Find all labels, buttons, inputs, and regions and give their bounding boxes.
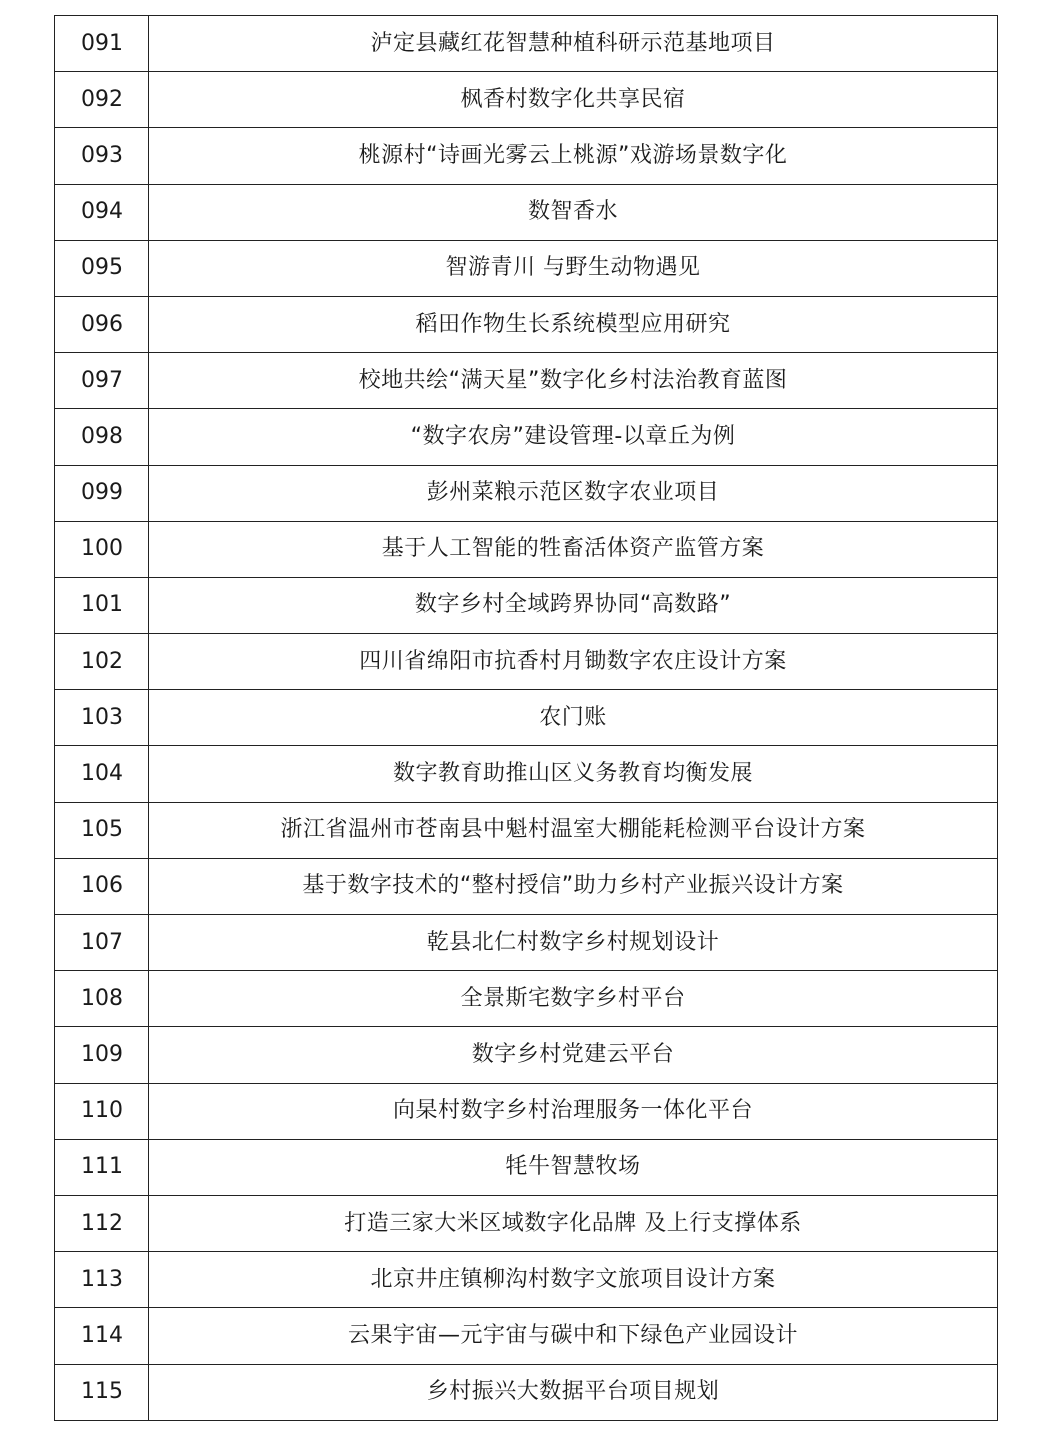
project-name: 枫香村数字化共享民宿 [149, 72, 998, 128]
table-row [55, 521, 998, 577]
row-number: 106 [55, 858, 149, 914]
table-row [55, 1252, 998, 1308]
table-row [55, 1027, 998, 1083]
table-row [55, 184, 998, 240]
row-number: 113 [55, 1252, 149, 1308]
project-name: 彭州菜粮示范区数字农业项目 [149, 465, 998, 521]
row-number: 093 [55, 128, 149, 184]
row-number: 107 [55, 915, 149, 971]
row-number: 095 [55, 240, 149, 296]
table-row [55, 634, 998, 690]
table-row [55, 577, 998, 633]
row-number: 102 [55, 634, 149, 690]
table-row [55, 240, 998, 296]
table-row [55, 296, 998, 352]
project-name: 数字乡村党建云平台 [149, 1027, 998, 1083]
row-number: 109 [55, 1027, 149, 1083]
row-number: 110 [55, 1083, 149, 1139]
row-number: 096 [55, 296, 149, 352]
table-row [55, 802, 998, 858]
table-row [55, 16, 998, 72]
row-number: 104 [55, 746, 149, 802]
project-name: 云果宇宙—元宇宙与碳中和下绿色产业园设计 [149, 1308, 998, 1364]
project-name: 泸定县藏红花智慧种植科研示范基地项目 [149, 16, 998, 72]
project-list-table [54, 15, 998, 1421]
project-name: 数智香水 [149, 184, 998, 240]
table-row [55, 1139, 998, 1195]
row-number: 098 [55, 409, 149, 465]
table-row [55, 690, 998, 746]
table-row [55, 409, 998, 465]
table-row [55, 353, 998, 409]
table-row [55, 1364, 998, 1420]
project-name: 乡村振兴大数据平台项目规划 [149, 1364, 998, 1420]
table-body [55, 16, 998, 1421]
project-name: 数字乡村全域跨界协同“高数路” [149, 577, 998, 633]
table-row [55, 1083, 998, 1139]
table-row [55, 1308, 998, 1364]
row-number: 111 [55, 1139, 149, 1195]
row-number: 103 [55, 690, 149, 746]
project-name: 数字教育助推山区义务教育均衡发展 [149, 746, 998, 802]
project-name: 四川省绵阳市抗香村月锄数字农庄设计方案 [149, 634, 998, 690]
row-number: 097 [55, 353, 149, 409]
row-number: 108 [55, 971, 149, 1027]
row-number: 100 [55, 521, 149, 577]
project-name: 农门账 [149, 690, 998, 746]
row-number: 115 [55, 1364, 149, 1420]
table-row [55, 465, 998, 521]
project-name: 浙江省温州市苍南县中魁村温室大棚能耗检测平台设计方案 [149, 802, 998, 858]
row-number: 101 [55, 577, 149, 633]
row-number: 105 [55, 802, 149, 858]
project-name: 全景斯宅数字乡村平台 [149, 971, 998, 1027]
row-number: 094 [55, 184, 149, 240]
project-name: 桃源村“诗画光雾云上桃源”戏游场景数字化 [149, 128, 998, 184]
row-number: 112 [55, 1195, 149, 1251]
project-name: “数字农房”建设管理-以章丘为例 [149, 409, 998, 465]
row-number: 099 [55, 465, 149, 521]
row-number: 091 [55, 16, 149, 72]
project-name: 向杲村数字乡村治理服务一体化平台 [149, 1083, 998, 1139]
table-row [55, 858, 998, 914]
project-name: 稻田作物生长系统模型应用研究 [149, 296, 998, 352]
table-row [55, 915, 998, 971]
table-row [55, 971, 998, 1027]
row-number: 114 [55, 1308, 149, 1364]
project-name: 基于人工智能的牲畜活体资产监管方案 [149, 521, 998, 577]
project-name: 牦牛智慧牧场 [149, 1139, 998, 1195]
project-name: 校地共绘“满天星”数字化乡村法治教育蓝图 [149, 353, 998, 409]
table-row [55, 746, 998, 802]
project-name: 北京井庄镇柳沟村数字文旅项目设计方案 [149, 1252, 998, 1308]
row-number: 092 [55, 72, 149, 128]
table-row [55, 128, 998, 184]
project-name: 乾县北仁村数字乡村规划设计 [149, 915, 998, 971]
table-row [55, 1195, 998, 1251]
project-name: 智游青川 与野生动物遇见 [149, 240, 998, 296]
project-name: 打造三家大米区域数字化品牌 及上行支撑体系 [149, 1195, 998, 1251]
project-name: 基于数字技术的“整村授信”助力乡村产业振兴设计方案 [149, 858, 998, 914]
table-row [55, 72, 998, 128]
